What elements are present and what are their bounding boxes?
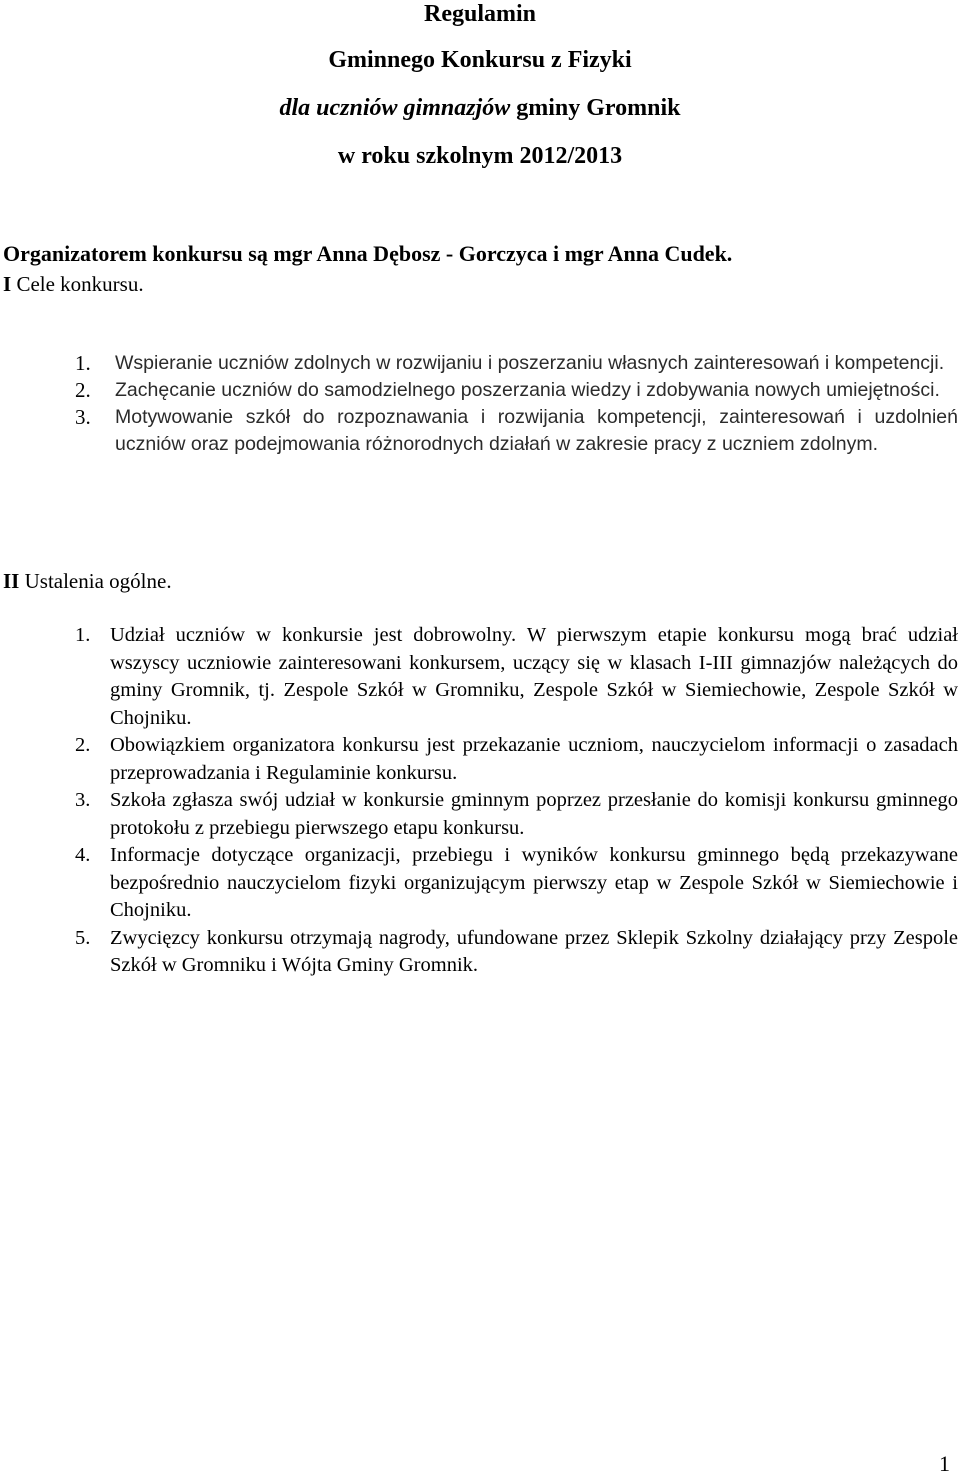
goals-list (75, 350, 958, 458)
item-number: 1. (75, 351, 91, 375)
document-audience (0, 94, 960, 122)
audience-italic: dla uczniów gimnazjów (279, 95, 511, 121)
document-title: Regulamin (423, 1, 536, 27)
item-number: 4. (75, 844, 91, 866)
item-number: 2. (75, 734, 91, 756)
item-text: Zachęcanie uczniów do samodzielnego poszerzania wiedzy i zdobywania nowych umiejętności. (115, 379, 940, 401)
section-heading-goals (3, 270, 144, 298)
organizer-statement: Organizatorem konkursu są mgr Anna Dębosz - Gorczyca i mgr Anna Cudek. (3, 241, 733, 266)
item-number: 5. (75, 926, 91, 949)
document-school-year: w roku szkolnym 2012/2013 (337, 143, 623, 169)
audience-rest: gminy Gromnik (510, 95, 681, 121)
list-item (75, 787, 958, 842)
list-item (75, 842, 958, 925)
list-item (75, 732, 958, 787)
section-heading-general (3, 567, 172, 595)
list-item (75, 377, 958, 404)
item-text: Szkoła zgłasza swój udział w konkursie gminnym poprzez przesłanie do komisji konkursu gminnego protokołu z przebiegu pierwszego etapu konkursu. (110, 789, 958, 839)
item-text: Udział uczniów w konkursie jest dobrowolny. W pierwszym etapie konkursu mogą brać udział wszyscy uczniowie zainteresowani konkursem, uczący się w klasach I-III gimnazjów należących do gminy Gromnik, tj. Zespole Szkół w Gromniku, Zespole Szkół w Siemiechowie, Zespole Szkół w Chojniku. (110, 624, 958, 729)
general-rules-list (75, 622, 958, 980)
item-text: Obowiązkiem organizatora konkursu jest przekazanie uczniom, nauczycielom informacji o zasadach przeprowadzania i Regulaminie konkursu. (110, 734, 958, 784)
item-text: Informacje dotyczące organizacji, przebiegu i wyników konkursu gminnego będą przekazywane bezpośrednio nauczycielom fizyki organizującym pierwszy etap w Zespole Szkół w Siemiechowie i Chojniku. (110, 844, 958, 921)
item-text: Motywowanie szkół do rozpoznawania i rozwijania kompetencji, zainteresowań i uzdolnień uczniów oraz podejmowania różnorodnych działań w zakresie pracy z uczniem zdolnym. (115, 406, 958, 455)
list-item (75, 925, 958, 980)
item-number: 3. (75, 405, 91, 429)
document-subtitle: Gminnego Konkursu z Fizyki (328, 47, 632, 73)
section-title: Ustalenia ogólne. (19, 569, 172, 593)
item-number: 3. (75, 789, 91, 811)
list-item (75, 622, 958, 732)
section-number: I (3, 272, 12, 296)
item-text: Wspieranie uczniów zdolnych w rozwijaniu i poszerzaniu własnych zainteresowań i kompetencji. (115, 352, 945, 374)
item-text: Zwycięzcy konkursu otrzymają nagrody, ufundowane przez Sklepik Szkolny działający przy Zespole Szkół w Gromniku i Wójta Gminy Gromnik. (110, 926, 958, 976)
item-number: 2. (75, 378, 91, 402)
page-number: 1 (939, 1451, 950, 1476)
section-number: II (3, 569, 20, 593)
list-item (75, 404, 958, 458)
item-number: 1. (75, 624, 91, 646)
list-item (75, 350, 958, 377)
section-title: Cele konkursu. (11, 272, 144, 296)
